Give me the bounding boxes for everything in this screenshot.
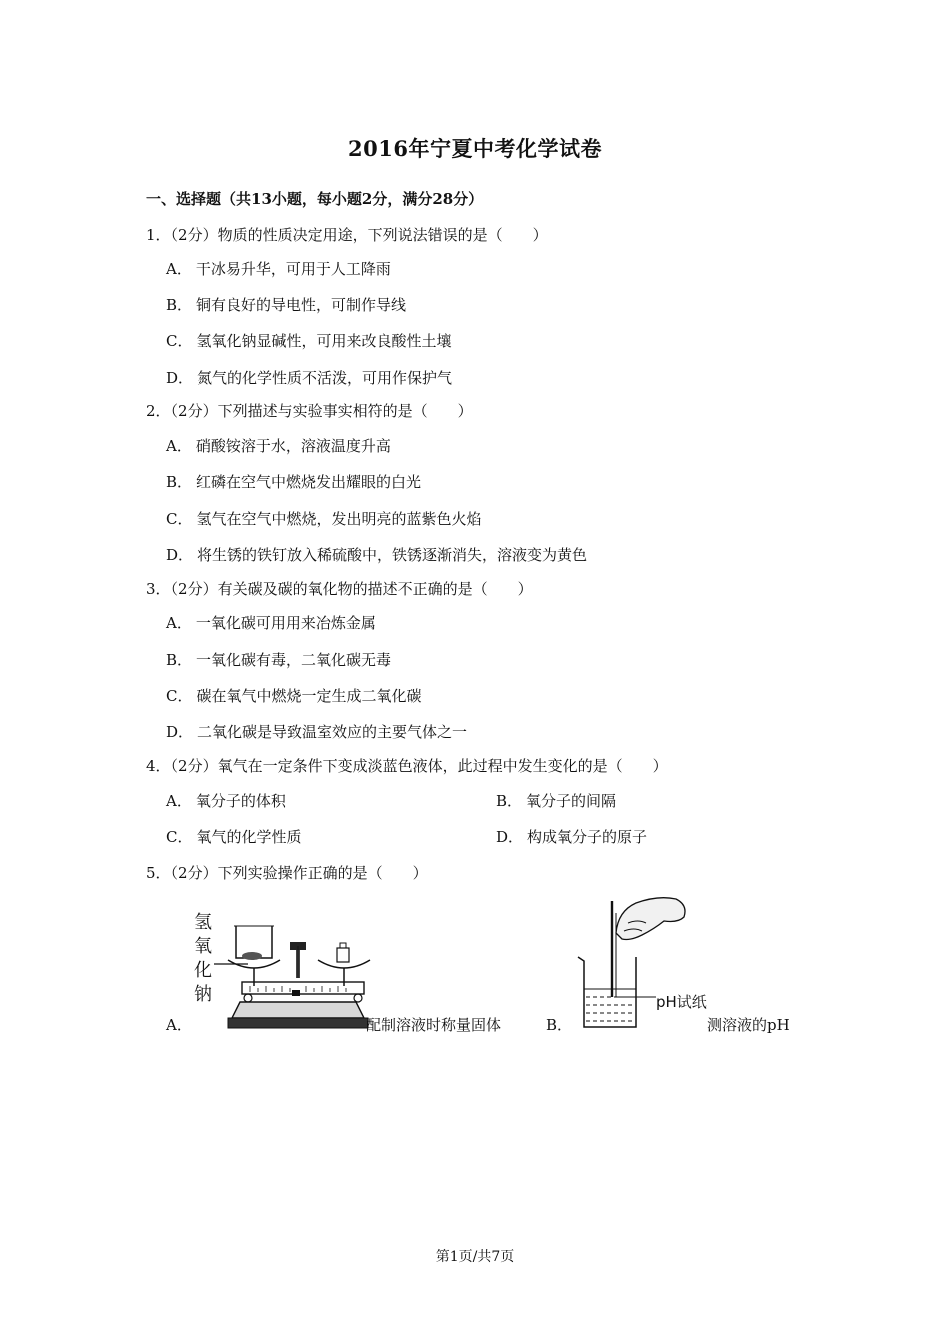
option-label: B．: [496, 792, 523, 810]
figure-label-char: 化: [194, 960, 212, 981]
option-label: C．: [166, 828, 193, 846]
figure-label-char: 氧: [194, 936, 212, 957]
option-label: D．: [496, 828, 524, 846]
option-text: 铜有良好的导电性，可制作导线: [196, 296, 407, 314]
question-4-option-c: [166, 826, 302, 847]
question-3-option-c: [166, 685, 422, 706]
option-text: 氢氧化钠显碱性，可用来改良酸性土壤: [196, 332, 452, 350]
option-label: D．: [166, 546, 194, 564]
question-3-option-b: [166, 649, 391, 670]
figure-label-char: 氢: [194, 912, 212, 933]
option-label: A．: [166, 260, 192, 278]
question-4-option-a: [166, 790, 286, 811]
option-text: 干冰易升华，可用于人工降雨: [195, 260, 391, 278]
page-title: 2016年宁夏中考化学试卷: [348, 136, 602, 161]
figure-label-char: 钠: [194, 984, 212, 1005]
option-label: C．: [166, 510, 193, 528]
question-5-option-a-text: 配制溶液时称量固体: [366, 1016, 502, 1034]
option-label: D．: [166, 723, 194, 741]
ph-paper-label: pH试纸: [656, 993, 707, 1011]
question-5-option-a-label: A．: [166, 1016, 192, 1034]
option-label: D．: [166, 369, 194, 387]
question-2-option-a: [166, 435, 391, 456]
question-2-option-b: [166, 471, 421, 492]
question-1-option-c: [166, 330, 452, 351]
option-text: 氢气在空气中燃烧，发出明亮的蓝紫色火焰: [196, 510, 482, 528]
option-text: 氧分子的间隔: [526, 792, 617, 810]
question-2-option-c: [166, 508, 482, 529]
option-label: A．: [166, 614, 192, 632]
question-3-option-a: [166, 612, 376, 633]
option-text: 红磷在空气中燃烧发出耀眼的白光: [196, 473, 422, 491]
question-4-option-d: [496, 826, 647, 847]
question-2-stem: 2．（2分）下列描述与实验事实相符的是（ ）: [146, 402, 473, 420]
question-3-stem: 3．（2分）有关碳及碳的氧化物的描述不正确的是（ ）: [146, 580, 533, 598]
question-1-option-d: [166, 367, 452, 388]
option-text: 一氧化碳有毒，二氧化碳无毒: [196, 651, 392, 669]
ph-measurement-figure: [572, 893, 712, 1033]
option-text: 硝酸铵溶于水，溶液温度升高: [195, 437, 391, 455]
option-text: 氮气的化学性质不活泼，可用作保护气: [197, 369, 453, 387]
option-text: 一氧化碳可用用来冶炼金属: [195, 614, 376, 632]
option-text: 碳在氧气中燃烧一定生成二氧化碳: [196, 687, 422, 705]
option-text: 构成氧分子的原子: [527, 828, 648, 846]
option-text: 将生锈的铁钉放入稀硫酸中，铁锈逐渐消失，溶液变为黄色: [197, 546, 588, 564]
balance-scale-figure: [192, 906, 372, 1034]
question-4-stem: 4．（2分）氧气在一定条件下变成淡蓝色液体，此过程中发生变化的是（ ）: [146, 757, 668, 775]
option-label: A．: [166, 437, 192, 455]
option-label: C．: [166, 332, 193, 350]
question-1-stem: 1．（2分）物质的性质决定用途，下列说法错误的是（ ）: [146, 226, 548, 244]
option-label: B．: [166, 651, 193, 669]
question-1-option-a: [166, 258, 391, 279]
question-2-option-d: [166, 544, 587, 565]
option-text: 氧气的化学性质: [196, 828, 302, 846]
option-label: C．: [166, 687, 193, 705]
option-text: 二氧化碳是导致温室效应的主要气体之一: [197, 723, 468, 741]
option-text: 氧分子的体积: [195, 792, 286, 810]
section-heading: 一、选择题（共13小题，每小题2分，满分28分）: [146, 190, 484, 208]
question-5-stem: 5．（2分）下列实验操作正确的是（ ）: [146, 864, 428, 882]
option-label: B．: [166, 473, 193, 491]
question-5-option-b-text: 测溶液的pH: [707, 1016, 790, 1034]
question-5-option-b-label: B．: [546, 1016, 573, 1034]
option-label: B．: [166, 296, 193, 314]
question-4-option-b: [496, 790, 616, 811]
option-label: A．: [166, 792, 192, 810]
question-3-option-d: [166, 721, 467, 742]
question-1-option-b: [166, 294, 406, 315]
page-footer: 第1页/共7页: [435, 1249, 515, 1265]
